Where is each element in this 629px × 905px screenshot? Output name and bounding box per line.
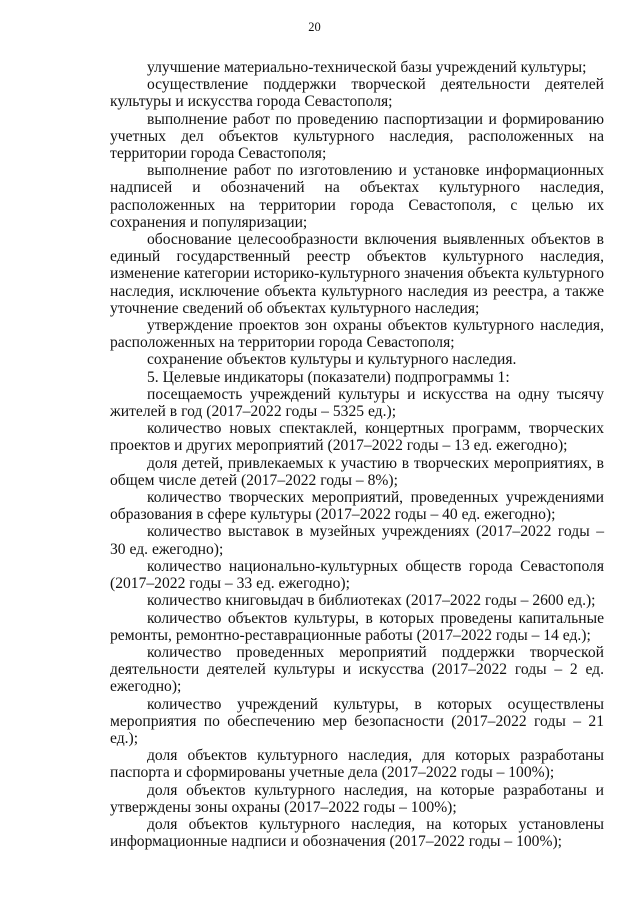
section-heading: 5. Целевые индикаторы (показатели) подпрограммы 1: — [147, 368, 510, 386]
paragraph: количество творческих мероприятий, проведенных учреждениями образования в сфере культуры (2017–2022 годы – 40 ед. ежегодно); — [110, 489, 604, 524]
paragraph: доля объектов культурного наследия, для которых разработаны паспорта и сформированы учетные дела (2017–2022 годы – 100%); — [110, 747, 604, 782]
paragraph: обоснование целесообразности включения выявленных объектов в единый государственный реестр объектов культурного наследия, изменение категории историко-культурного значения объекта культурного наследия, исключение объекта культурного наследия из реестра, а также уточнение сведений об объектах культурного наследия; — [110, 231, 604, 317]
paragraph: улучшение материально-технической базы учреждений культуры; — [147, 59, 587, 76]
document-body — [110, 59, 604, 850]
paragraph: количество проведенных мероприятий поддержки творческой деятельности деятелей культуры и искусства (2017–2022 годы – 2 ед. ежегодно); — [110, 643, 604, 696]
paragraph: доля детей, привлекаемых к участию в творческих мероприятиях, в общем числе детей (2017–2022 годы – 8%); — [110, 454, 604, 489]
page-number: 20 — [308, 20, 321, 34]
paragraph: количество объектов культуры, в которых проведены капитальные ремонты, ремонтно-реставрационные работы (2017–2022 годы – 14 ед.); — [110, 609, 604, 644]
paragraph: количество новых спектаклей, концертных программ, творческих проектов и других мероприятий (2017–2022 годы – 13 ед. ежегодно); — [110, 420, 604, 455]
paragraph: посещаемость учреждений культуры и искусства на одну тысячу жителей в год (2017–2022 годы – 5325 ед.); — [110, 385, 604, 421]
paragraph: выполнение работ по проведению паспортизации и формированию учетных дел объектов культурного наследия, расположенных на территории города Севастополя; — [110, 110, 604, 163]
paragraph: утверждение проектов зон охраны объектов культурного наследия, расположенных на территории города Севастополя; — [110, 317, 604, 352]
paragraph: выполнение работ по изготовлению и установке информационных надписей и обозначений на объектах культурного наследия, расположенных на территории города Севастополя, с целью их сохранения и популяризации; — [110, 162, 604, 231]
paragraph: доля объектов культурного наследия, на которых установлены информационные надписи и обозначения (2017–2022 годы – 100%); — [110, 815, 604, 851]
paragraph: количество выставок в музейных учреждениях (2017–2022 годы – 30 ед. ежегодно); — [110, 523, 604, 558]
paragraph: доля объектов культурного наследия, на которые разработаны и утверждены зоны охраны (2017–2022 годы – 100%); — [110, 781, 604, 816]
paragraph: количество книговыдач в библиотеках (2017–2022 годы – 2600 ед.); — [147, 592, 596, 610]
paragraph: количество учреждений культуры, в которых осуществлены мероприятия по обеспечению мер безопасности (2017–2022 годы – 21 ед.); — [110, 695, 604, 747]
paragraph: осуществление поддержки творческой деятельности деятелей культуры и искусства города Севастополя; — [110, 76, 604, 111]
paragraph: сохранение объектов культуры и культурного наследия. — [147, 351, 517, 369]
paragraph: количество национально-культурных обществ города Севастополя (2017–2022 годы – 33 ед. ежегодно); — [110, 557, 604, 593]
